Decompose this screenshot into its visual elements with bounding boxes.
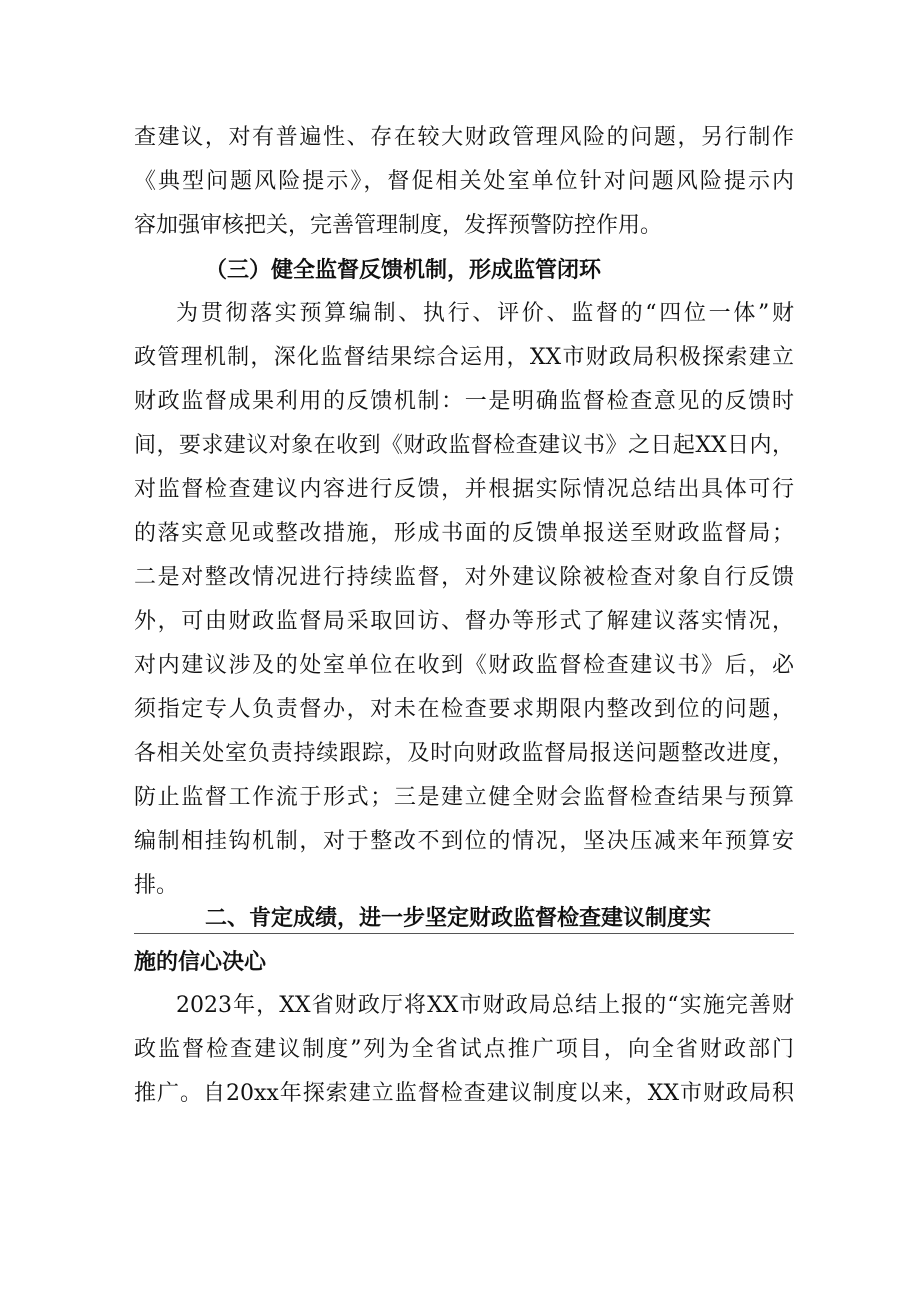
paragraph-line: 排。 xyxy=(134,873,179,898)
paragraph-line: 容加强审核把关，完善管理制度，发挥预警防控作用。 xyxy=(134,213,663,238)
paragraph-line: 防止监督工作流于形式；三是建立健全财会监督检查结果与预算 xyxy=(134,785,794,810)
paragraph-line: 《典型问题风险提示》，督促相关处室单位针对问题风险提示内 xyxy=(134,169,794,194)
section-heading: 二、肯定成绩，进一步坚定财政监督检查建议制度实 xyxy=(205,905,712,931)
divider xyxy=(134,933,794,934)
paragraph-line: 推广。自20xx年探索建立监督检查建议制度以来，XX市财政局积 xyxy=(134,1081,794,1106)
paragraph-line: 须指定专人负责督办，对未在检查要求期限内整改到位的问题， xyxy=(134,697,794,722)
paragraph-line: 对监督检查建议内容进行反馈，并根据实际情况总结出具体可行 xyxy=(134,477,794,502)
section-heading-continued: 施的信心决心 xyxy=(134,949,267,975)
paragraph-line: 对内建议涉及的处室单位在收到《财政监督检查建议书》后，必 xyxy=(134,653,794,678)
paragraph-line: 编制相挂钩机制，对于整改不到位的情况，坚决压减来年预算安 xyxy=(134,829,794,854)
paragraph-line: 间，要求建议对象在收到《财政监督检查建议书》之日起XX日内， xyxy=(134,433,794,458)
paragraph-line: 各相关处室负责持续跟踪，及时向财政监督局报送问题整改进度， xyxy=(134,741,794,766)
paragraph-line: 政管理机制，深化监督结果综合运用，XX市财政局积极探索建立 xyxy=(134,345,794,370)
paragraph-line: 为贯彻落实预算编制、执行、评价、监督的“四位一体”财 xyxy=(176,301,794,326)
paragraph-line: 的落实意见或整改措施，形成书面的反馈单报送至财政监督局； xyxy=(134,521,794,546)
paragraph-line: 查建议，对有普遍性、存在较大财政管理风险的问题，另行制作 xyxy=(134,125,794,150)
paragraph-line: 二是对整改情况进行持续监督，对外建议除被检查对象自行反馈 xyxy=(134,565,794,590)
paragraph-line: 2023年，XX省财政厅将XX市财政局总结上报的“实施完善财 xyxy=(176,993,794,1018)
paragraph-line: 财政监督成果利用的反馈机制：一是明确监督检查意见的反馈时 xyxy=(134,389,794,414)
paragraph-line: 外，可由财政监督局采取回访、督办等形式了解建议落实情况， xyxy=(134,609,794,634)
paragraph-line: 政监督检查建议制度”列为全省试点推广项目，向全省财政部门 xyxy=(134,1037,794,1062)
subsection-heading: （三）健全监督反馈机制，形成监管闭环 xyxy=(205,257,602,283)
